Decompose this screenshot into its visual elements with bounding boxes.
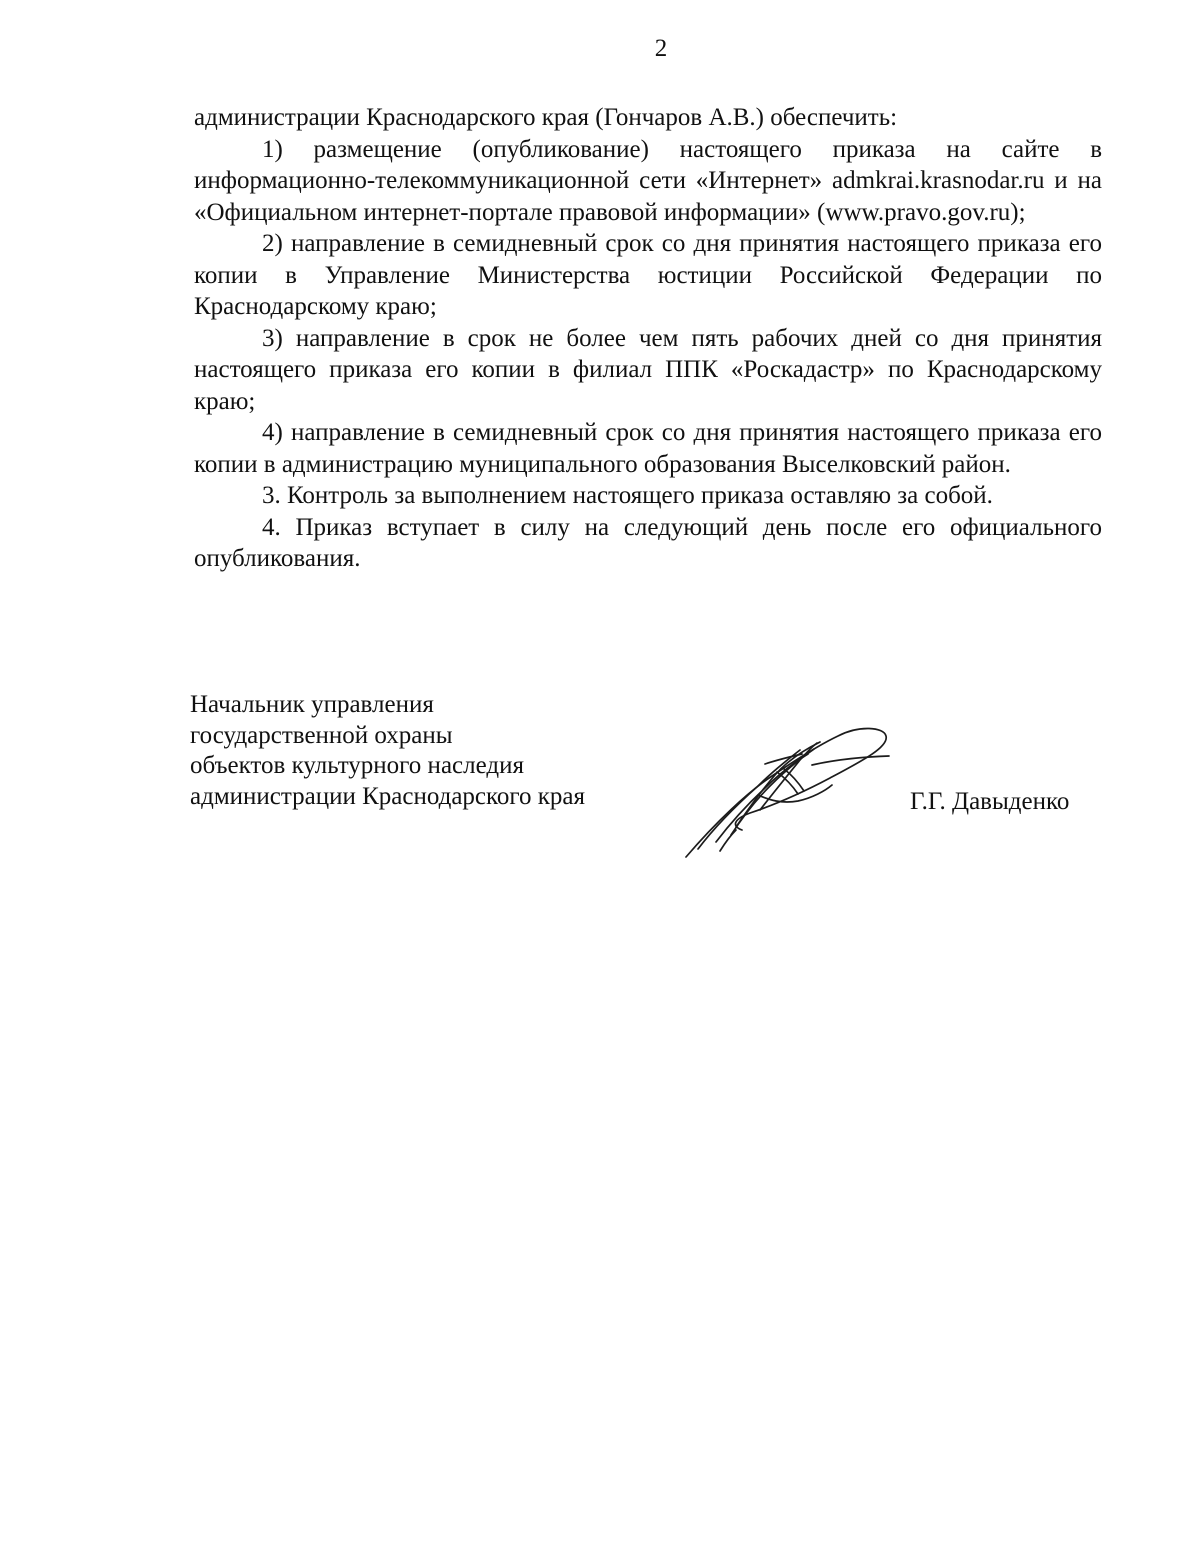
signer-position-line: администрации Краснодарского края	[190, 782, 586, 810]
paragraph-effective-date: 4. Приказ вступает в силу на следующий день после его официального опубликования.	[194, 513, 1102, 572]
handwritten-signature	[676, 712, 896, 862]
signer-position-block	[190, 690, 650, 812]
signer-position-line: Начальник управления	[190, 691, 434, 718]
paragraph-item-2: 2) направление в семидневный срок со дня принятия настоящего приказа его копии в Управление Министерства юстиции Российской Федерации по Краснодарскому краю;	[194, 230, 1102, 320]
body-text	[194, 102, 1102, 575]
signer-name: Г.Г. Давыденко	[910, 788, 1070, 815]
signer-position-line: государственной охраны	[190, 721, 453, 749]
paragraph-control: 3. Контроль за выполнением настоящего приказа оставляю за собой.	[262, 482, 993, 509]
signer-position-line: объектов культурного наследия	[190, 752, 524, 779]
paragraph-item-1: 1) размещение (опубликование) настоящего приказа на сайте в информационно-телекоммуникационной сети «Интернет» admkrai.krasnodar.ru и на «Официальном интернет-портале правовой информации» (www.pravo.gov.ru);	[194, 135, 1102, 226]
paragraph-item-3: 3) направление в срок не более чем пять рабочих дней со дня принятия настоящего приказа его копии в филиал ППК «Роскадастр» по Краснодарскому краю;	[194, 324, 1102, 415]
paragraph-item-4: 4) направление в семидневный срок со дня принятия настоящего приказа его копии в администрацию муниципального образования Выселковский район.	[194, 419, 1102, 478]
paragraph-intro: администрации Краснодарского края (Гончаров А.В.) обеспечить:	[194, 104, 898, 131]
page-number: 2	[654, 35, 668, 62]
